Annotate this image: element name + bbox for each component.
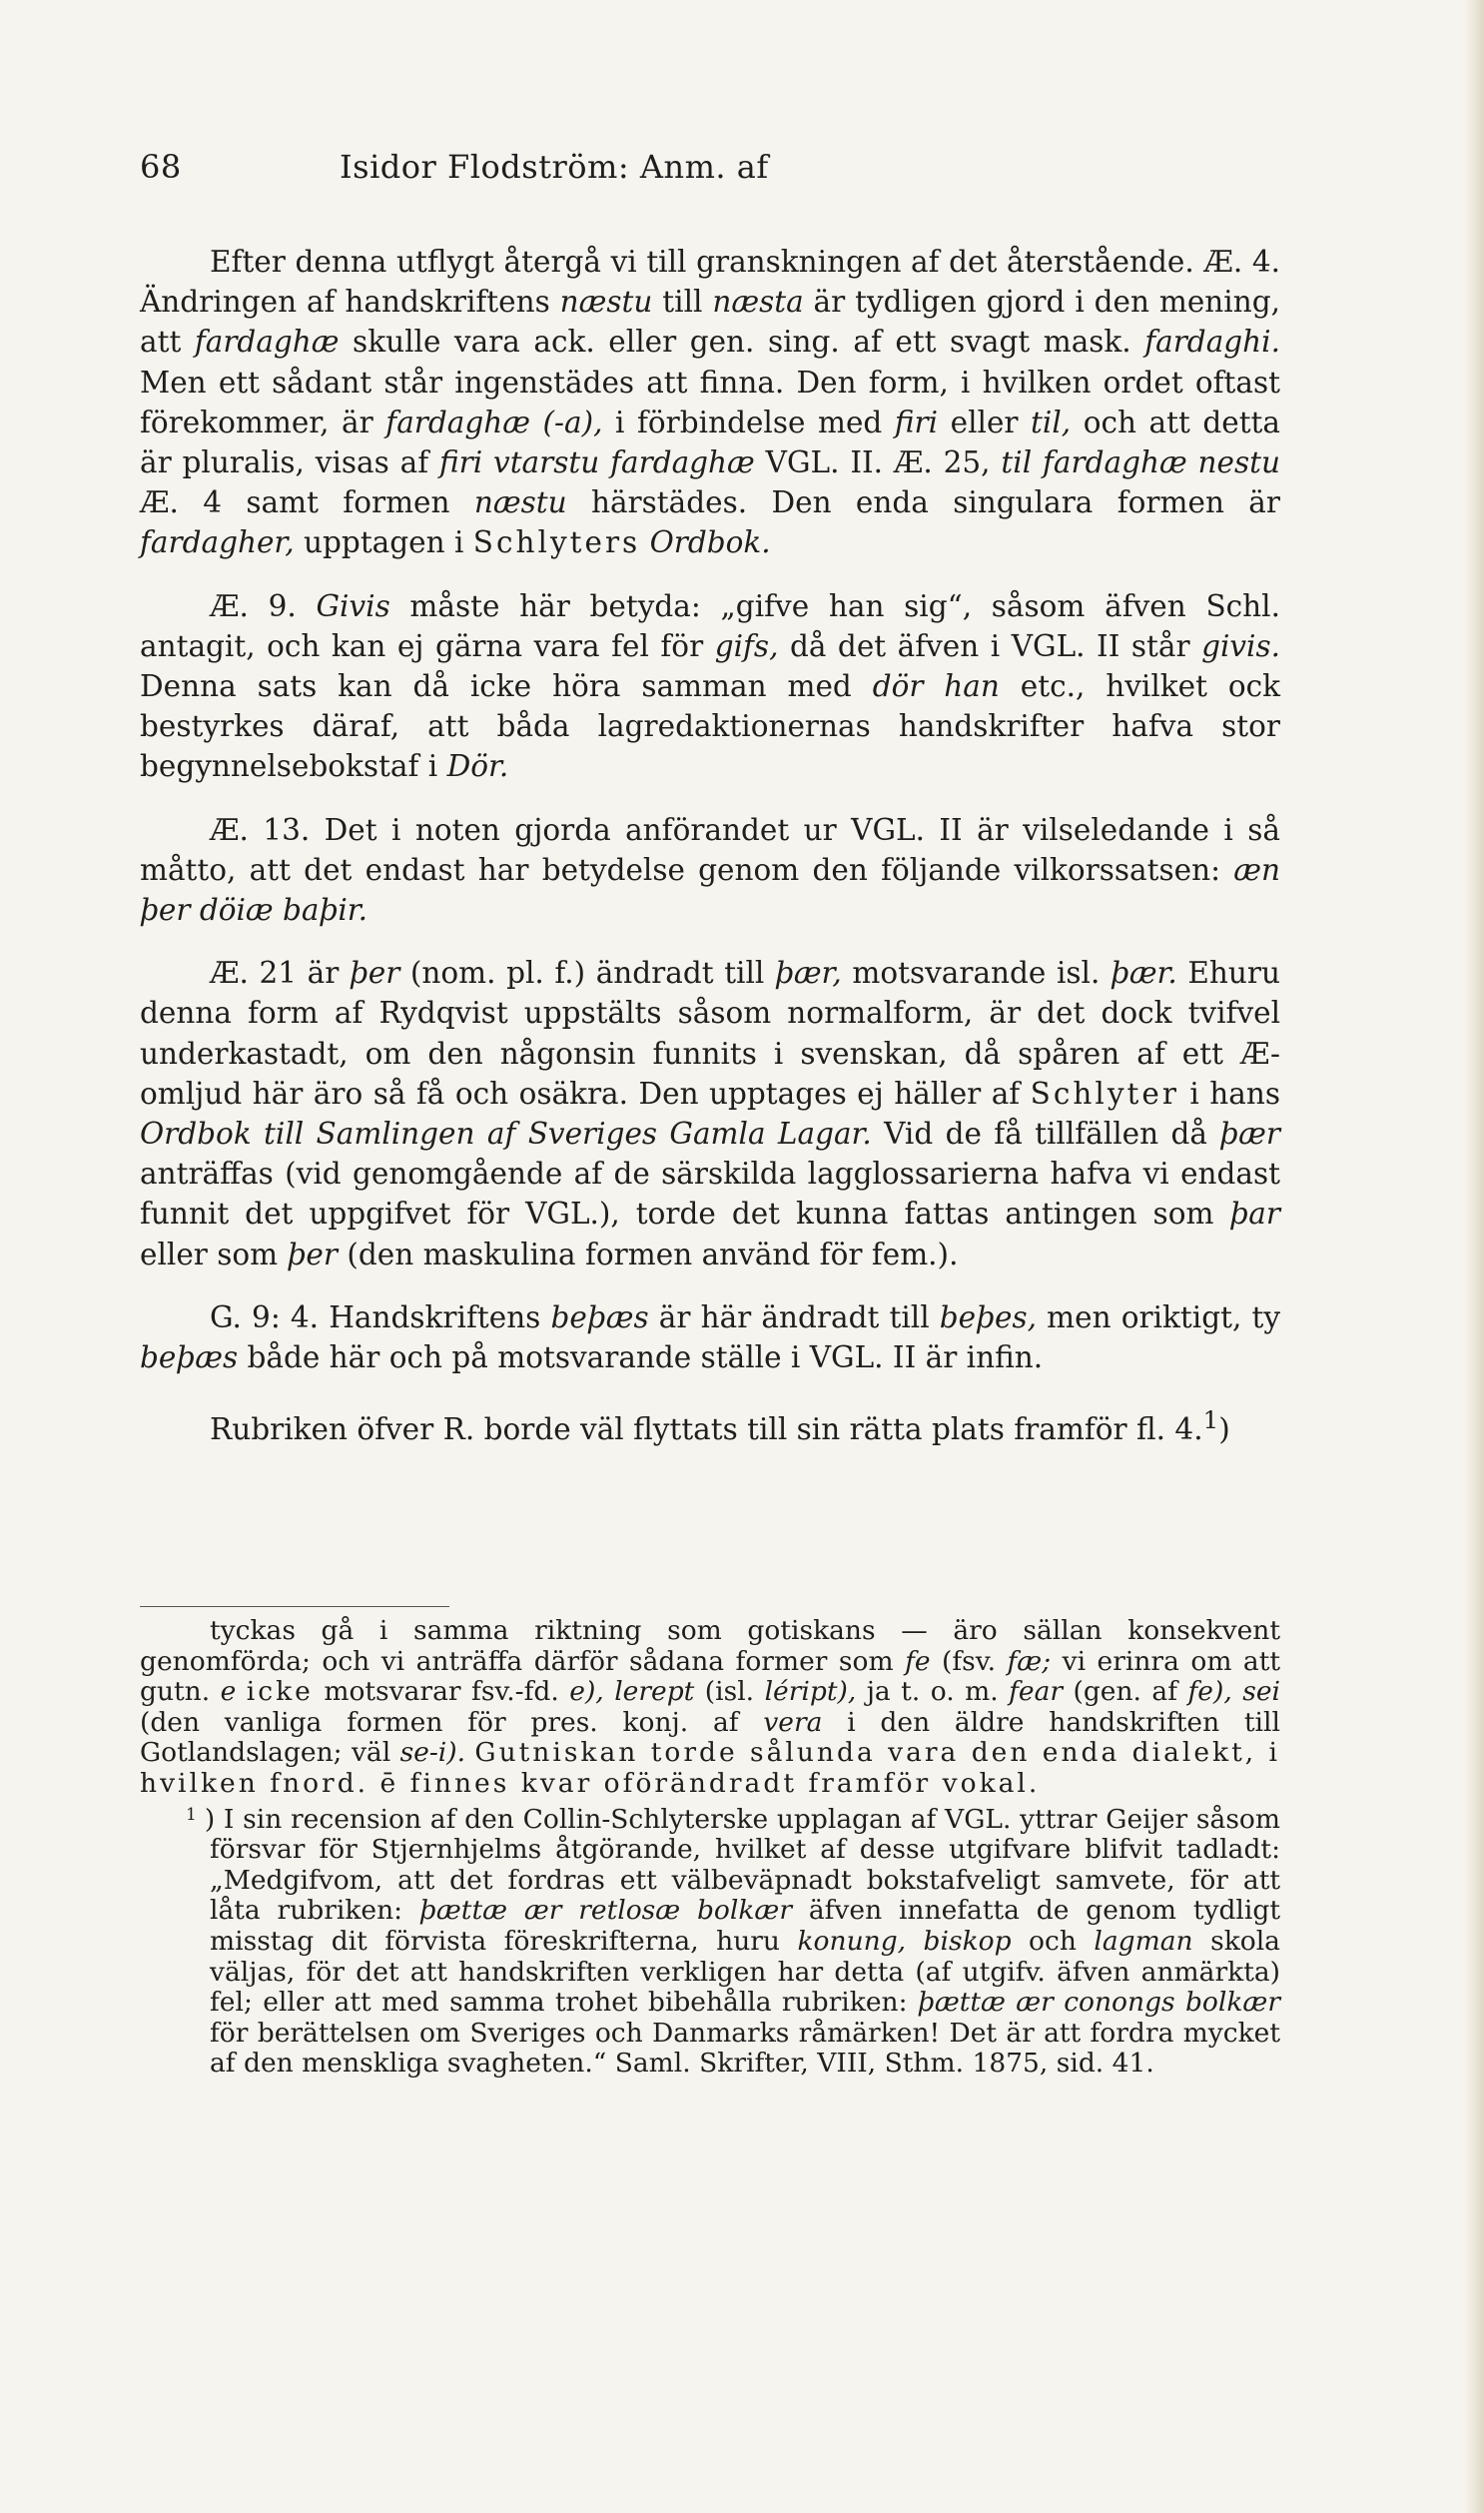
footnote-ref: 1 <box>1202 1405 1219 1435</box>
paragraph-3: Æ. 13. Det i noten gjorda anförandet ur VGL. II är vilseledande i så måtto, att det endast har betydelse genom den följande vilkorssatsen: æn þer döiæ baþir. <box>140 812 1280 928</box>
footnote-continuation: tyckas gå i samma riktning som gotiskans — äro sällan konsekvent genomförda; och vi anträffa därför sådana former som fe (fsv. fæ; vi erinra om att gutn. e icke motsvarar fsv.-fd. e), lerept (isl. léript), ja t. o. m. fear (gen. af fe), sei (den vanliga formen för pres. konj. af vera i den äldre handskriften till Gotlandslagen; väl se-i). Gutniskan torde sålunda vara den enda dialekt, i hvilken fnord. ē finnes kvar oförändradt framför vokal. <box>140 1615 1281 1799</box>
paragraph-6: Rubriken öfver R. borde väl flyttats till sin rätta plats framför fl. 4.$^1$) <box>210 1405 1230 1447</box>
running-title: Isidor Flodström: Anm. af <box>340 148 769 186</box>
paragraph-2: Æ. 9. Givis måste här betyda: „gifve han sig“, såsom äfven Schl. antagit, och kan ej gärna vara fel för gifs, då det äfven i VGL. II står givis. Denna sats kan då icke höra samman med dör han etc., hvilket ock bestyrkes däraf, att båda lagredaktionernas handskrifter hafva stor begynnelsebokstaf i Dör. <box>140 588 1281 784</box>
footnotes <box>140 1616 1280 2080</box>
paragraph-1: Efter denna utflygt återgå vi till granskningen af det återstående. Æ. 4. Ändringen af handskriftens næstu till næsta är tydligen gjord i den mening, att fardaghæ skulle vara ack. eller gen. sing. af ett svagt mask. fardaghi. Men ett sådant står ingenstädes att finna. Den form, i hvilken ordet oftast förekommer, är fardaghæ (-a), i förbindelse med firi eller til, och att detta är pluralis, visas af firi vtarstu fardaghæ VGL. II. Æ. 25, til fardaghæ nestu Æ. 4 samt formen næstu härstädes. Den enda singulara formen är fardagher, upptagen i Schlyters Ordbok. <box>140 245 1281 560</box>
footnote-divider <box>140 1606 449 1607</box>
main-text <box>140 242 1280 1449</box>
page-edge <box>1464 0 1484 2513</box>
paragraph-4: Æ. 21 är þer (nom. pl. f.) ändradt till þær, motsvarande isl. þær. Ehuru denna form af Rydqvist uppstälts såsom normalform, är det dock tvifvel underkastadt, om den någonsin funnits i svenskan, då spåren af ett Æ-omljud här äro så få och osäkra. Den upptages ej häller af Schlyter i hans Ordbok till Samlingen af Sveriges Gamla Lagar. Vid de få tillfällen då þær anträffas (vid genomgående af de särskilda lagglossarierna hafva vi endast funnit det uppgifvet för VGL.), torde det kunna fattas antingen som þar eller som þer (den maskulina formen använd för fem.). <box>140 956 1281 1271</box>
footnote-1: $^1$ ) I sin recension af den Collin-Schlyterske upplagan af VGL. yttrar Geijer såsom försvar för Stjernhjelms åtgörande, hvilket af desse utgifvare blifvit tadladt: „Medgifvom, att det fordras ett välbeväpnadt bokstafveligt samvete, för att låta rubriken: þættæ ær retlosæ bolkær äfven innefatta de genom tydligt misstag dit förvista föreskrifterna, huru konung, biskop och lagman skola väljas, för det att handskriften verkligen har detta (af utgifv. äfven anmärkta) fel; eller att med samma trohet bibehålla rubriken: þættæ ær conongs bolkær för berättelsen om Sveriges och Danmarks råmärken! Det är att fordra mycket af den menskliga svagheten.“ Saml. Skrifter, VIII, Sthm. 1875, sid. 41. <box>186 1803 1281 2080</box>
footnote-marker: 1 <box>186 1804 197 1825</box>
page-number: 68 <box>140 148 182 186</box>
running-header <box>140 148 1288 186</box>
paragraph-5: G. 9: 4. Handskriftens beþæs är här ändradt till beþes, men oriktigt, ty beþæs både här och på motsvarande ställe i VGL. II är infin. <box>140 1299 1280 1375</box>
